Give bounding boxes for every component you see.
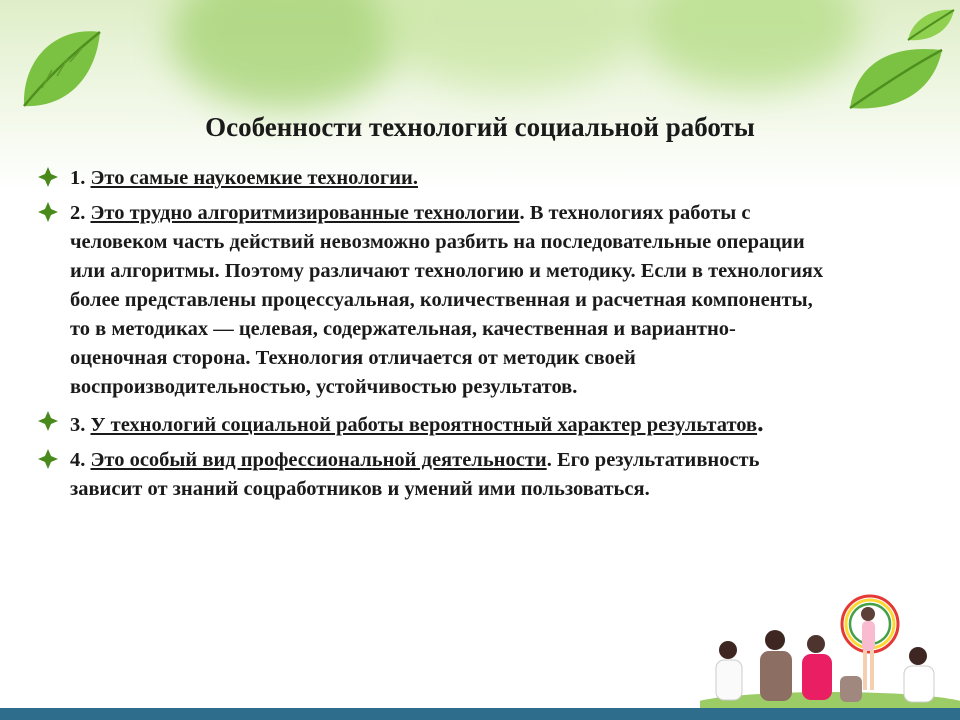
item-text: . Его результативность зависит от знаний соцработников и умений ими пользоваться.	[70, 449, 760, 500]
footer-bar	[0, 708, 960, 720]
list-item	[36, 199, 826, 402]
leaf-right-icon	[842, 8, 960, 118]
item-underlined-text: Это самые наукоемкие технологии.	[90, 167, 418, 189]
item-underlined-text: У технологий социальной работы вероятностный характер результатов	[90, 414, 758, 436]
item-number: 2.	[70, 202, 91, 224]
item-number: 4.	[70, 449, 91, 471]
diamond-bullet-icon	[36, 200, 60, 224]
diamond-bullet-icon	[36, 447, 60, 471]
diamond-bullet-icon	[36, 165, 60, 189]
item-number: 3.	[70, 414, 91, 436]
item-text: .	[757, 408, 764, 437]
item-underlined-text: Это особый вид профессиональной деятельности	[90, 449, 547, 471]
diamond-bullet-icon	[36, 409, 60, 433]
leaf-left-icon	[12, 18, 112, 118]
item-text: . В технологиях работы с человеком часть действий невозможно разбить на последовательные операции или алгоритмы. Поэтому различают технологию и методику. Если в технологиях более представлены процессуальная, количественная и расчетная компоненты, то в методиках — целевая, содержательная, качественная и вариантно-оценочная сторона. Технология отличается от методик своей воспроизводительностью, устойчивостью результатов.	[70, 202, 824, 398]
list-item	[36, 446, 826, 504]
family-photo-illustration	[700, 588, 960, 708]
bullet-list	[36, 164, 826, 510]
item-underlined-text: Это трудно алгоритмизированные технологии	[90, 202, 520, 224]
list-item	[36, 164, 826, 193]
item-number: 1.	[70, 167, 91, 189]
list-item	[36, 408, 826, 440]
slide-title: Особенности технологий социальной работы	[205, 112, 755, 142]
